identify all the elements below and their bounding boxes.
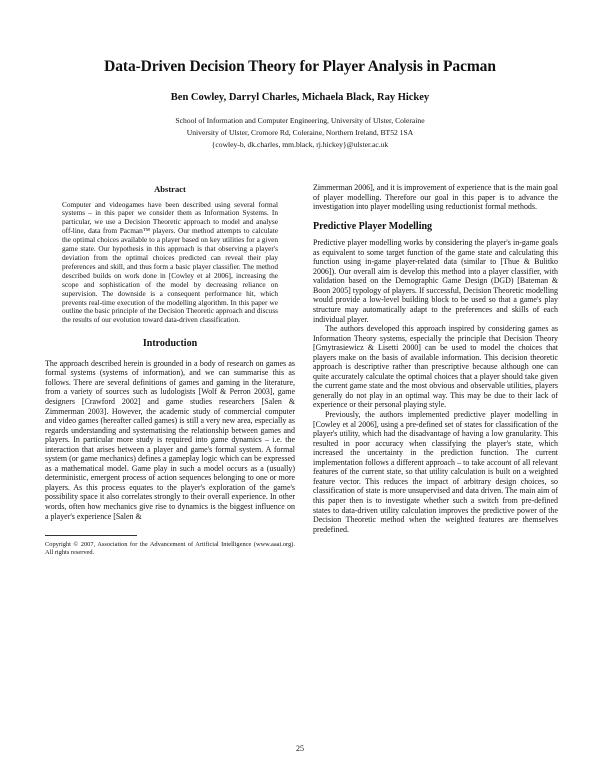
affiliation-line-2: University of Ulster, Cromore Rd, Coleraine, Northern Ireland, BT52 1SA xyxy=(186,128,414,137)
page-number: 25 xyxy=(296,744,304,753)
introduction-text: The approach described herein is grounded in a body of research on games as formal systems (systems of information), and we can summarise this as follows. There are several definitions of games and gaming in the literature, from a variety of sources such as ludologists [Wolf & Perron 2003], game designers [Crawford 2002] and game studies researchers [Salen & Zimmerman 2003]. However, the academic study of commercial computer and video games (hereafter called games) is still a very new area, especially as regards understanding and systematising the relationship between games and players. In particular more study is required into game dynamics – i.e. the interaction that arises between a player and game's formal system. A formal system (or game mechanics) defines a gameplay logic which can be expressed as a mathematical model. Game play in such a model occurs as a (usually) deterministic, emergent process of action sequences belonging to one or more players. As this process equates to the player's exploration of the game's possibility space it also correlates strongly to their overall experience. In other words, often how mechanics give rise to dynamics is the biggest influence on a player's experience [Salen & xyxy=(45,358,295,521)
introduction-heading: Introduction xyxy=(142,338,198,350)
predictive-modelling-heading: Predictive Player Modelling xyxy=(313,220,433,232)
author-list: Ben Cowley, Darryl Charles, Michaela Black, Ray Hickey xyxy=(170,92,430,103)
paper-title: Data-Driven Decision Theory for Player Analysis in Pacman xyxy=(104,58,496,75)
affiliation-line-1: School of Information and Computer Engineering, University of Ulster, Coleraine xyxy=(175,116,425,125)
abstract-text: Computer and videogames have been described using several formal systems – in this paper we consider them as Information Systems. In particular, we use a Decision Theoretic approach to model and analyse off-line, data from Pacman™ players. Our method attempts to calculate the optimal choices available to a player based on key utilities for a given game state. Our hypothesis in this approach is that observing a player's deviation from the optimal choices predicted can reveal their play preferences and skill, and thus form a basic player classifier. The method described builds on work done in [Cowley et al 2006], increasing the scope and sophistication of the model by decreasing reliance on supervision. The downside is a consequent performance hit, which prevents real-time execution of the modelling algorithm. In this paper we outline the basic principle of the Decision Theoretic approach and discuss the results of our evolution toward data-driven classification. xyxy=(62,199,278,325)
body-paragraph-1: Predictive player modelling works by considering the player's in-game goals as equivalent to some target function of the game state and calculating this function using in-game player-related data (similar to [Thue & Bulitko 2006]). Our overall aim is develop this method into a player classifier, with validation based on the Demographic Game Design (DGD) [Bateman & Boon 2005] typology of players. If successful, Decision Theoretic modelling would provide a low-level building block to be used so that a game's play structure may automatically adapt to the preferences and skills of each individual player. xyxy=(313,238,558,324)
right-column xyxy=(313,183,558,534)
abstract-heading: Abstract xyxy=(154,184,186,194)
author-emails: {cowley-b, dk.charles, mm.black, rj.hickey}@ulster.ac.uk xyxy=(211,140,389,149)
left-column xyxy=(45,185,295,557)
footnote-divider xyxy=(45,535,137,536)
body-paragraph-3: Previously, the authors implemented predictive player modelling in [Cowley et al 2006], using a pre-defined set of states for classification of the player's utility, which had the disadvantage of having a low granularity. This resulted in poor accuracy when classifying the player's state, which increased the uncertainty in the prediction function. The current implementation follows a different approach – to take account of all relevant features of the current state, so that utility calculation is built on a weighted feature vector. This reduces the impact of arbitrary design choices, so classification of state is more unsupervised and data driven. The main aim of this paper then is to investigate whether such a switch from pre-defined states to data-driven utility calculation improves the predictive power of the Decision Theoretic method when the weighted features are themselves predefined. xyxy=(313,410,558,534)
introduction-continuation: Zimmerman 2006], and it is improvement of experience that is the main goal of player modelling. Therefore our goal in this paper is to advance the investigation into player modelling using reductionist formal methods. xyxy=(313,183,558,212)
body-paragraph-2: The authors developed this approach inspired by considering games as Information Theory systems, especially the principle that Decision Theory [Gmytrasiewicz & Lisetti 2000] can be used to model the choices that players make on the basis of available information. This decision theoretic approach is descriptive rather than prescriptive because although one can quite accurately calculate the optimal choices that a player should take given the current game state and the most obvious and observable utilities, players generally do not play in an optimal way. This may be due to their lack of experience or their personal playing style. xyxy=(313,324,558,410)
copyright-footnote: Copyright © 2007, Association for the Advancement of Artificial Intelligence (www.aaai.org). All rights reserved. xyxy=(45,541,295,557)
